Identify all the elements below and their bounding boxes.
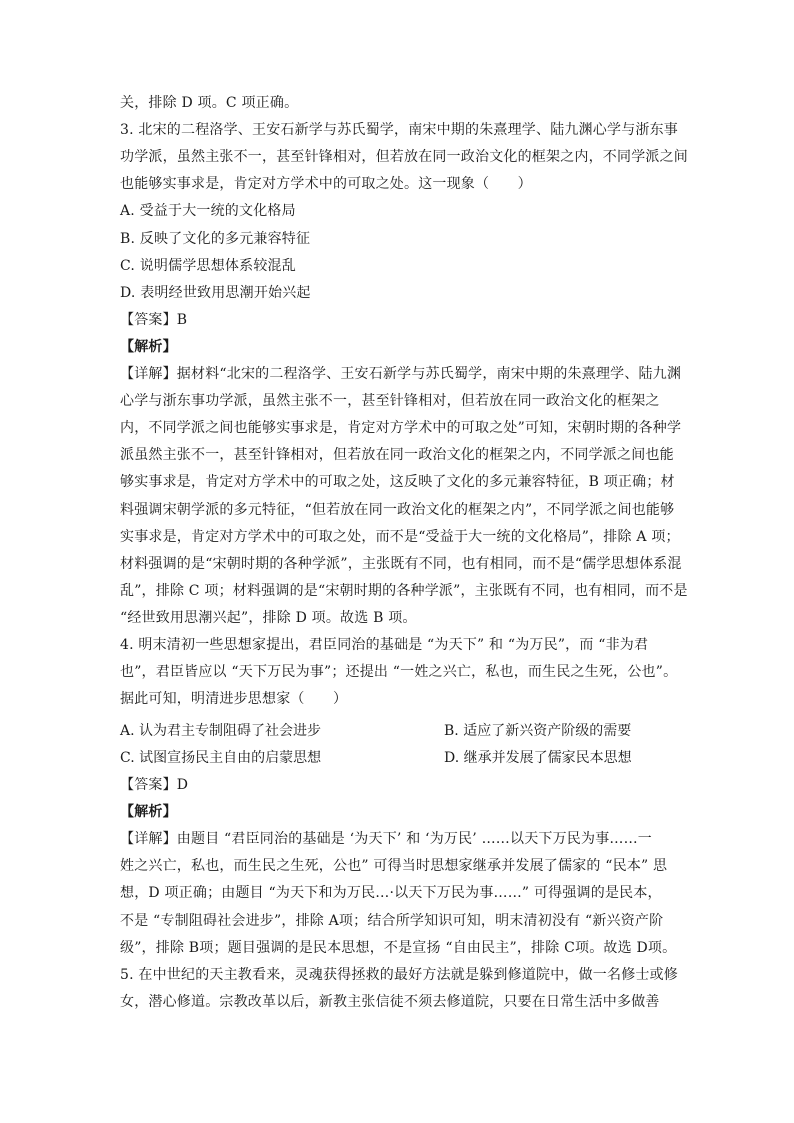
text-line: C. 说明儒学思想体系较混乱 xyxy=(120,257,296,274)
text-line: 派虽然主张不一，甚至针锋相对，但若放在同一政治文化的框架之内，不同学派之间也能 xyxy=(120,447,674,464)
text-line: 不是 “专制阻碍社会进步”，排除 A项；结合所学知识可知，明末清初没有 “新兴资产阶 xyxy=(120,912,664,929)
text-line: 女，潜心修道。宗教改革以后，新教主张信徒不须去修道院，只要在日常生活中多做善 xyxy=(120,993,660,1010)
text-line: 级”，排除 B项；题目强调的是民本思想，不是宣扬 “自由民主”，排除 C项。故选 D项。 xyxy=(120,939,677,956)
text-line: 也能够实事求是，肯定对方学术中的可取之处。这一现象（ ） xyxy=(120,176,532,193)
text-line: 乱”，排除 C 项；材料强调的是“宋朝时期的各种学派”，主张既有不同，也有相同，而不是 xyxy=(120,582,688,599)
text-line: 够实事求是，肯定对方学术中的可取之处，这反映了文化的多元兼容特征，B 项正确；材 xyxy=(120,474,675,491)
text-line: A. 受益于大一统的文化格局 xyxy=(120,203,296,220)
text-line: 4. 明末清初一些思想家提出，君臣同治的基础是 “为天下” 和 “为万民”，而 “非为君 xyxy=(120,637,649,653)
text-line: 【解析】 xyxy=(120,338,177,355)
text-line: 【解析】 xyxy=(120,804,177,821)
text-line: 姓之兴亡，私也，而生民之生死，公也” 可得当时思想家继承并发展了儒家的 “民本” 思 xyxy=(120,858,668,875)
q4-option-b: B. 适应了新兴资产阶级的需要 xyxy=(444,723,632,739)
text-line: 心学与浙东事功学派，虽然主张不一，甚至针锋相对，但若放在同一政治文化的框架之 xyxy=(120,393,660,410)
text-line: 5. 在中世纪的天主教看来，灵魂获得拯救的最好方法就是躲到修道院中，做一名修士或修 xyxy=(120,966,679,983)
text-line: 【详解】由题目 “君臣同治的基础是 ‘为天下’ 和 ‘为万民’ ……以天下万民为事……一 xyxy=(120,831,653,848)
text-line: 据此可知，明清进步思想家（ ） xyxy=(120,691,348,708)
text-line: 想，D 项正确；由题目 “为天下和为万民…·以天下万民为事……” 可得强调的是民本， xyxy=(120,885,662,902)
text-line: B. 反映了文化的多元兼容特征 xyxy=(120,230,311,247)
text-line: 【答案】D xyxy=(120,777,189,793)
text-line: D. 表明经世致用思潮开始兴起 xyxy=(120,284,311,301)
text-line: 3. 北宋的二程洛学、王安石新学与苏氏蜀学，南宋中期的朱熹理学、陆九渊心学与浙东事 xyxy=(120,122,679,139)
text-line: 也”，君臣皆应以 “天下万民为事”；还提出 “一姓之兴亡，私也，而生民之生死，公也”。 xyxy=(120,664,678,681)
text-line: “经世致用思潮兴起”，排除 D 项。故选 B 项。 xyxy=(120,609,417,626)
q4-option-c: C. 试图宣扬民主自由的启蒙思想 xyxy=(120,750,322,766)
text-line: 料强调宋朝学派的多元特征，“但若放在同一政治文化的框架之内”，不同学派之间也能够 xyxy=(120,501,675,518)
text-line: 【答案】B xyxy=(120,311,188,328)
text-line: 【详解】据材料“北宋的二程洛学、王安石新学与苏氏蜀学，南宋中期的朱熹理学、陆九渊 xyxy=(120,366,682,382)
text-line: 材料强调的是“宋朝时期的各种学派”，主张既有不同，也有相同，而不是“儒学思想体系混 xyxy=(120,555,682,572)
text-line: 实事求是，肯定对方学术中的可取之处，而不是“受益于大一统的文化格局”，排除 A 项； xyxy=(120,528,680,545)
q4-option-a: A. 认为君主专制阻碍了社会进步 xyxy=(120,723,322,739)
q4-option-d: D. 继承并发展了儒家民本思想 xyxy=(444,750,632,766)
text-line: 功学派，虽然主张不一，甚至针锋相对，但若放在同一政治文化的框架之内，不同学派之间 xyxy=(120,149,688,166)
text-line: 关，排除 D 项。C 项正确。 xyxy=(120,95,299,111)
text-line: 内，不同学派之间也能够实事求是，肯定对方学术中的可取之处”可知，宋朝时期的各种学 xyxy=(120,420,682,437)
